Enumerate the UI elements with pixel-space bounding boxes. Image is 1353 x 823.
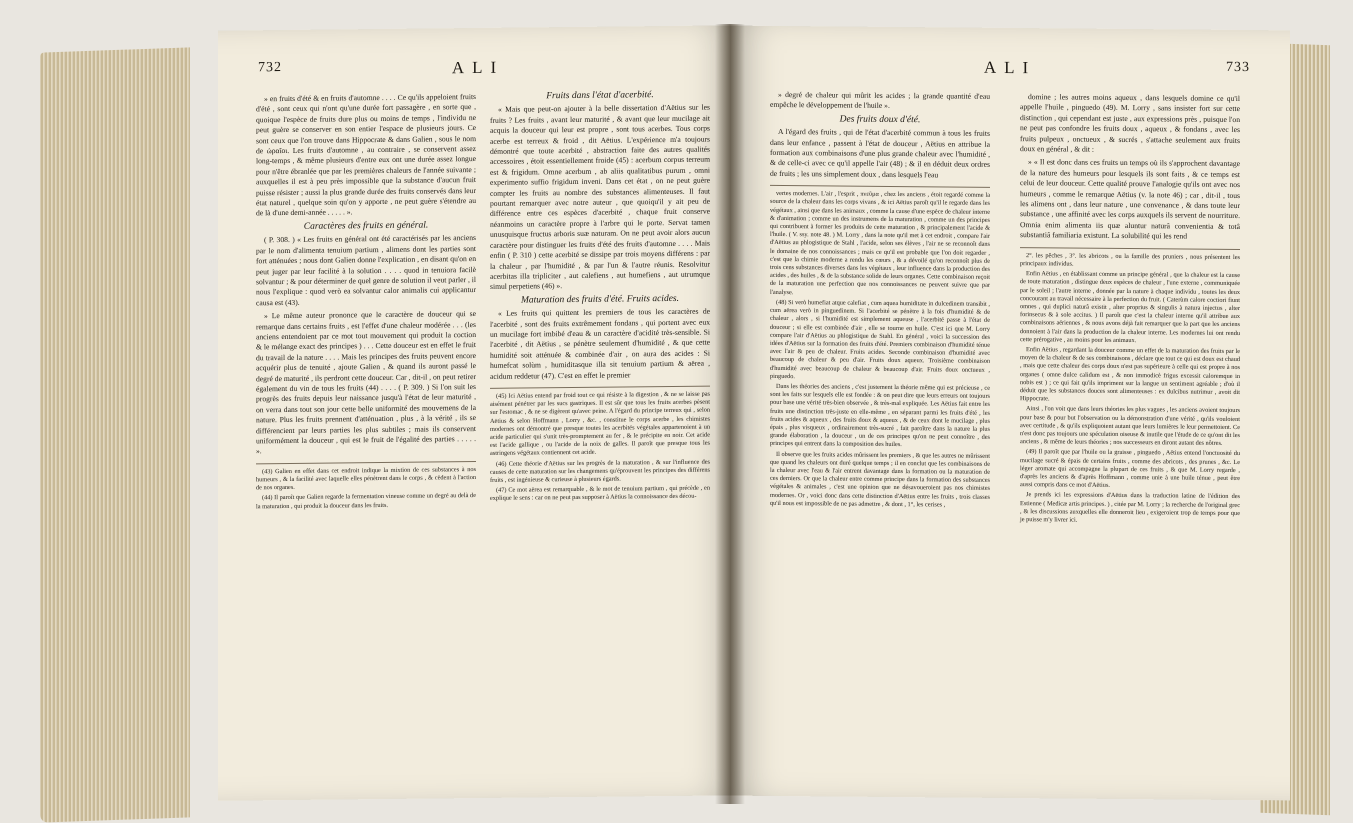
footnotes (490, 386, 710, 504)
footnotes (256, 461, 476, 511)
footnote: Je prends ici les expressions d'Aëtius dans la traduction latine de l'édition des Estienne ( Medicæ artis principes. ) , citée par M. Lorry ; la recherche de l'original grec , & les discussions auxquelles elle donneroit lieu , exigeroient trop de temps pour que je puisse m'y livrer ici. (1020, 491, 1240, 524)
footnotes (1020, 247, 1240, 526)
right-page (730, 26, 1290, 801)
footnote: (48) Si verò humefiat atque calefiat , cum aquea humiditate in dulcedinem transibit , cum aërea verò in pinguedinem. Si l'acerbité se pénètre à la fois d'humidité & de chaleur , alors , si l'humidité est simplement aqueuse , l'acerbité passe à l'état de douceur ; si elle est combinée d'air , elle se tourne en huile. C'est ici que M. Lorry compare l'air d'Aëtius au phlogistique de Stahl. En général , voici la succession des idées d'Aëtius sur la formation des fruits d'été. Premiers combinaison d'humidité ténue avec l'air & peu de chaleur. Fruits acides. Seconde combinaison d'humidité avec beaucoup de chaleur & peu d'air. Fruits doux aqueux. Troisième combinaison d'humidité avec beaucoup de chaleur & beaucoup d'air. Fruits doux onctueux , pinguedo. (770, 298, 990, 380)
footnote: (43) Galien en effet dans cet endroit indique la mixtion de ces substances à nos humeurs , & la facilité avec laquelle elles pénètrent dans le corps , & cèdent à l'action de nos organes. (256, 465, 476, 492)
footnote: (45) Ici Aëtius entend par froid tout ce qui résiste à la digestion , & ne se laisse pas aisément pénétrer par les sucs gastriques. Il est sûr que tous les fruits acerbes pèsent sur l'estomac , & ne se digèrent qu'avec peine. A l'égard du principe terreux qui , selon Aëtius & selon Hoffmann , Lorry , &c. , constitue le corps acerbe , les chimistes modernes ont démontré que presque toutes les acerbités végétales appartenoient à un acide particulier qui s'unit très-promptement au fer , & le précipite en noir. Cet acide est l'acide gallique , ou l'acide de la noix de galles. Il paroît que presque tous les astringens végétaux contiennent cet acide. (490, 390, 710, 458)
right-page-number: 733 (1226, 59, 1250, 76)
paragraph: ( P. 308. ) « Les fruits en général ont été caractérisés par les anciens par le nom d'alimenta tenuium partium , alimens dont les parties sont fort atténuées ; nous dont Galien donne l'explication , en disant qu'on en peut juger par leur facilité à la solution . . . . quod in tenuiora facilè solvantur ; & pour déterminer de quel genre de solution il veut parler , il nous l'explique : quod verò ea solvantur calor animalis cui applicantur causa est (43). (256, 233, 476, 308)
left-column-1 (256, 92, 476, 513)
open-book (40, 14, 1320, 814)
paragraph: » « Il est donc dans ces fruits un temps où ils s'approchent davantage de la nature des humeurs pour lesquels ils sont faits , & ce temps est celui de leur douceur. Cette qualité prouve l'analogie qu'ils ont avec nos humeurs , comme le remarque Aëtius (v. la note 46) ; car , dit-il , tous les alimens ont , dans leur nature , une convenance , & dans toute leur substance , une affinité avec les corps auxquels ils servent de nourriture. Omnia enim alimenta iis quæ aluntur naturâ convenientia & totâ substantiâ familiaria existunt. La solubilité qui les rend (1020, 158, 1240, 243)
footnote: 2°. les pêches , 3°. les abricots , ou la famille des pruniers , nous présentent les principaux individus. (1020, 251, 1240, 268)
footnote: (46) Cette théorie d'Aëtius sur les progrès de la maturation , & sur l'influence des causes de cette maturation sur les changemens qu'éprouvent les principes des différens fruits , est ingénieuse & curieuse à plusieurs égards. (490, 458, 710, 484)
footnote: Enfin Aëtius , regardant la douceur comme un effet de la maturation des fruits par le moyen de la chaleur & de ses combinaisons , déclare que tout ce qui est doux est chaud , mais que cette chaleur des corps doux n'est pas supérieure à celle qui est propre à nos organes ( omne dulce calidum est , & non immodicè frigus excessit caloremque in nobis est ) ; ce qui fait qu'ils impriment sur la langue un sentiment agréable ; d'où il déduit que les substances douces sont alimenteuses : ex dulcibus nutrimur , avoit dit Hippocrate. (1020, 346, 1240, 403)
footnote: Enfin Aëtius , en établissant comme un principe général , que la chaleur est la cause de toute maturation , distingue deux espèces de chaleur , l'une externe , communiquée par le soleil ; l'autre interne , donnée par la nature à chaque individu , toutes les deux concourant au travail nécessaire à la perfection du fruit. ( Caterùm calore coctiori fiunt omnes , qui duplici naturâ existit , alter proprius & singulis à natura injectus , alter forinsecus & à sole accitus. ) Il paroît que c'est la chaleur interne qu'il attribue aux combinaisons aériennes , & nous avons déjà fait remarquer que la part que les anciens donnoient à l'air dans la production de la chaleur interne. Les modernes lui ont rendu cette prérogative , au moins pour les animaux. (1020, 270, 1240, 344)
footnotes (770, 185, 990, 510)
paragraph: » Le même auteur prononce que le caractère de douceur qui se remarque dans certains fruits , est l'effet d'une chaleur modérée . . . (les anciens entendoient par ce mot tout mouvement qui produit la coction & le mélange exact des principes ) . . . Cette douceur est en effet le fruit du travail de la nature . . . . Mais les principes des fruits peuvent encore acquérir plus de tenuité , ajoute Galien , & quand ils auront passé le degré de maturité , ils perdront cette douceur. Car , dit-il , on peut retirer également du vin de tous les fruits (44) . . . . ( P. 309. ) Si l'on suit les progrès des fruits depuis leur naissance jusqu'à l'état de leur maturité , on verra dans tout son jour cette belle uniformité des mouvemens de la nature. Plus les fruits prennent d'atténuation , plus , à la vérité , ils se différencient par leurs parties les plus subtiles ; mais ils conservent uniformément la douceur , qui est le fruit de l'égalité des parties . . . . . ». (256, 309, 476, 457)
footnote: Ainsi , l'on voit que dans leurs théories les plus vagues , les anciens avoient toujours pour base & pour but l'observation ou la démonstration d'une vérité , qu'ils vouloient avec certitude , & qu'ils expliquoient autant que leurs lumières le leur permettoient. Ce n'est donc pas toujours une spéculation oiseuse & inutile que l'étude de ce qu'ont dit les anciens , & même de leurs théories ; nos successeurs en diront autant des nôtres. (1020, 405, 1240, 448)
section-heading: Des fruits doux d'été. (839, 114, 921, 126)
left-page-number: 732 (258, 60, 282, 76)
page-edges-left (40, 47, 190, 822)
right-column-2 (1020, 92, 1240, 528)
footnote: Il observe que les fruits acides mûrissent les premiers , & que les autres ne mûrissent que quand les chaleurs ont duré quelque temps ; il en conclut que les combinaisons de la chaleur avec l'eau & l'air entrent davantage dans la formation ou la maturation de ces derniers. Or que la chaleur entre comme principe dans la formation des substances végétales & animales , c'est une opinion que ne désavoueroient pas nos chimistes modernes. Or , voici donc dans cette distinction d'Aëtius entre les fruits , trois classes qu'il nous est impossible de ne pas admettre , & dont , 1°, les cerises , (770, 450, 990, 509)
footnote: (47) Ce mot aërea est remarquable , & le mot de tenuium partium , qui précède , en explique le sens : car on ne peut pas supposer à Aëtius la connoissance des décou- (490, 484, 710, 503)
right-running-head: ALI (983, 57, 1037, 78)
footnote: (49) Il paroît que par l'huile ou la graisse , pinguedo , Aëtius entend l'onctuosité du mucilage sucré & épais de certains fruits , comme des abricots , des prunes , &c. Le léger aromate qui accompagne la plupart de ces fruits , & que M. Lorry regarde , d'après les anciens & d'après Hoffmann , comme unie à une huile ténue , peut être aussi compris dans ce mot d'Aëtius. (1020, 448, 1240, 490)
section-heading: Fruits dans l'état d'acerbité. (546, 90, 654, 102)
footnote: Dans les théories des anciens , c'est justement la théorie même qui est précieuse , ce sont les faits sur lesquels elle est fondée : & on peut dire que leurs erreurs ont toujours pour base une vérité très-bien observée , & très-mal expliquée. Les Aëtius fait entre les fruits une distinction très-juste en elle-même , en séparant parmi les fruits d'été , les fruits acides & aqueux , des fruits doux & aqueux , & de ceux dont le mucilage , plus épais , plus visqueux , ordinairement très-sucré , fait paroître dans la nature la plus grande élaboration , la douceur , un de ces principes qu'on ne peut connoître , des principes qui entrent dans la composition des huiles. (770, 382, 990, 449)
section-heading: Caractères des fruits en général. (303, 220, 429, 232)
book-gutter (715, 24, 745, 804)
footnote: (44) Il paroît que Galien regarde la fermentation vineuse comme un degré au delà de la maturation , qui produit la douceur dans les fruits. (256, 492, 476, 510)
paragraph: » en fruits d'été & en fruits d'automne . . . . Ce qu'ils appeloient fruits d'été , sont ceux qui n'ont qu'une durée fort passagère , en sorte que , quoique l'espèce de fruits dure plus ou moins de temps , l'individu ne peut guère se conserver en son entier l'espace de plusieurs jours. Ce sont ceux que l'on trouve dans Hippocrate & dans Galien , sous le nom de ὡραῖοι. Les fruits d'automne , au contraire , se conservent assez long-temps , & même plusieurs d'entre eux ont une durée assez longue pour n'être ébranlée que par les premières chaleurs de l'année suivante ; auxquelles il est à peu près impossible que la substance d'aucun fruit puisse résister ; aussi la plus grande durée des fruits conservés dans leur état naturel , quelque soin qu'on y apporte , ne peut guère s'étendre au de là d'une demi-année . . . . . ». (256, 92, 476, 219)
left-running-head: ALI (451, 57, 505, 78)
paragraph: A l'égard des fruits , qui de l'état d'acerbité commun à tous les fruits dans leur enfance , passent à l'état de douceur , Aëtius en attribue la formation aux combinaisons d'une plus grande chaleur avec l'humidité , & de celle-ci avec ce qu'il appelle l'air (48) ; & il en déduit deux ordres de fruits ; les uns simplement doux , dans lesquels l'eau (770, 127, 990, 180)
paragraph: « Les fruits qui quittent les premiers de tous les caractères de l'acerbité , sont des fruits extrêmement fondans , qui portent avec eux un mucilage fort imbibé d'eau & un caractère d'acidité très-sensible. Si l'acerbité , dit Aëtius , se pénètre seulement d'humidité , & que cette humidité soit atténuée & combinée d'air , on aura des acides : Si humefcat solùm , humiditasque illa sit tenuium partium & aërea , acidum reddetur (47). C'est en effet le premier (490, 306, 710, 381)
paragraph: « Mais que peut-on ajouter à la belle dissertation d'Aëtius sur les fruits ? Les fruits , avant leur maturité , & avant que leur mucilage ait acquis la douceur qui leur est propre , sont tous acerbes. Tous corps acerbe est terreux & froid , dit Aëtius. L'expérience m'a toujours démontré que toute acerbité , abstraction faite des autres qualités accessoires , étoit essentiellement froide (45) : acerbum corpus terreum est & frigidum. Omne acerbum , ab aliis qualitatibus purum , omni experimento suffio frigidum inveni. Dans cet état , on ne peut guère compter les fruits au nombre des substances alimenteuses. Il faut pourtant remarquer avec notre auteur , que quoiqu'il y ait peu de différence entre ces espèces d'acerbité , chaque fruit conserve néanmoins un caractère propre à l'arbre qui le porte. Servat tamen unusquisque fructus arboris suæ naturam. On ne peut avoir alors aucun caractère pour distinguer les fruits d'été des fruits d'automne . . . . Mais enfin ( P. 310 ) cette acerbité se dissipe par trois moyens différens : par la chaleur , par l'humidité , & par l'un & l'autre réunis. Resolvitur acerbitas illa tripliciter , aut calefiens , aut humefiens , aut utrumque simul perpetiens (46) ». (490, 102, 710, 292)
left-running-header (218, 55, 738, 82)
right-running-header (730, 56, 1290, 83)
section-heading: Maturation des fruits d'été. Fruits acides. (521, 293, 679, 306)
left-column-2 (490, 90, 710, 506)
right-column-1 (770, 90, 990, 512)
footnote: vertes modernes. L'air , l'esprit , πνεῦμα , chez les anciens , étoit regardé comme la source de la chaleur dans les corps vivans , & ici Aëtius paroît qu'il le regarde dans les végétaux , ainsi que dans les animaux , comme la cause d'une espèce de chaleur interne & d'animation ; comme un des instrumens de la maturation , comme un des principes qui contribuent à former les produits de cette maturation , & principalement l'acide & l'huile. ( V. ssy. note 48. ) M. Lorry , dans la note qu'il met à cet endroit , compare l'air d'Aëtius au phlogistique de Stahl , l'acide, selon ses élèves , l'air ne se reconnoît dans le domaine de nos connoissances ; mais ce qu'il est probable que l'on doit regarder , c'est que la chimie moderne a rendu les cœurs , & a dévoilé qu'on reconnoît plus de trois cens substances diverses dans les végétaux , leur influence dans la production des acides , des huiles , & de la substance solide de leurs organes. Cette combinaison reçoit de la maturation une perfection que nos connoissances ne peuvent suivre que par l'analyse. (770, 190, 990, 296)
left-page (218, 25, 738, 800)
paragraph: domine ; les autres moins aqueux , dans lesquels domine ce qu'il appelle l'huile , pinguedo (49). M. Lorry , sans insister fort sur cette distinction , qui cependant est juste , aux expressions près , puisque l'on ne peut pas confondre les fruits doux , aqueux , & fondans , avec les fruits pulpeux , onctueux , & sucrés , s'attache seulement aux fruits doux en général , & dit : (1020, 92, 1240, 154)
paragraph: » degré de chaleur qui mûrit les acides ; la grande quantité d'eau empêche le développement de l'huile ». (770, 90, 990, 113)
